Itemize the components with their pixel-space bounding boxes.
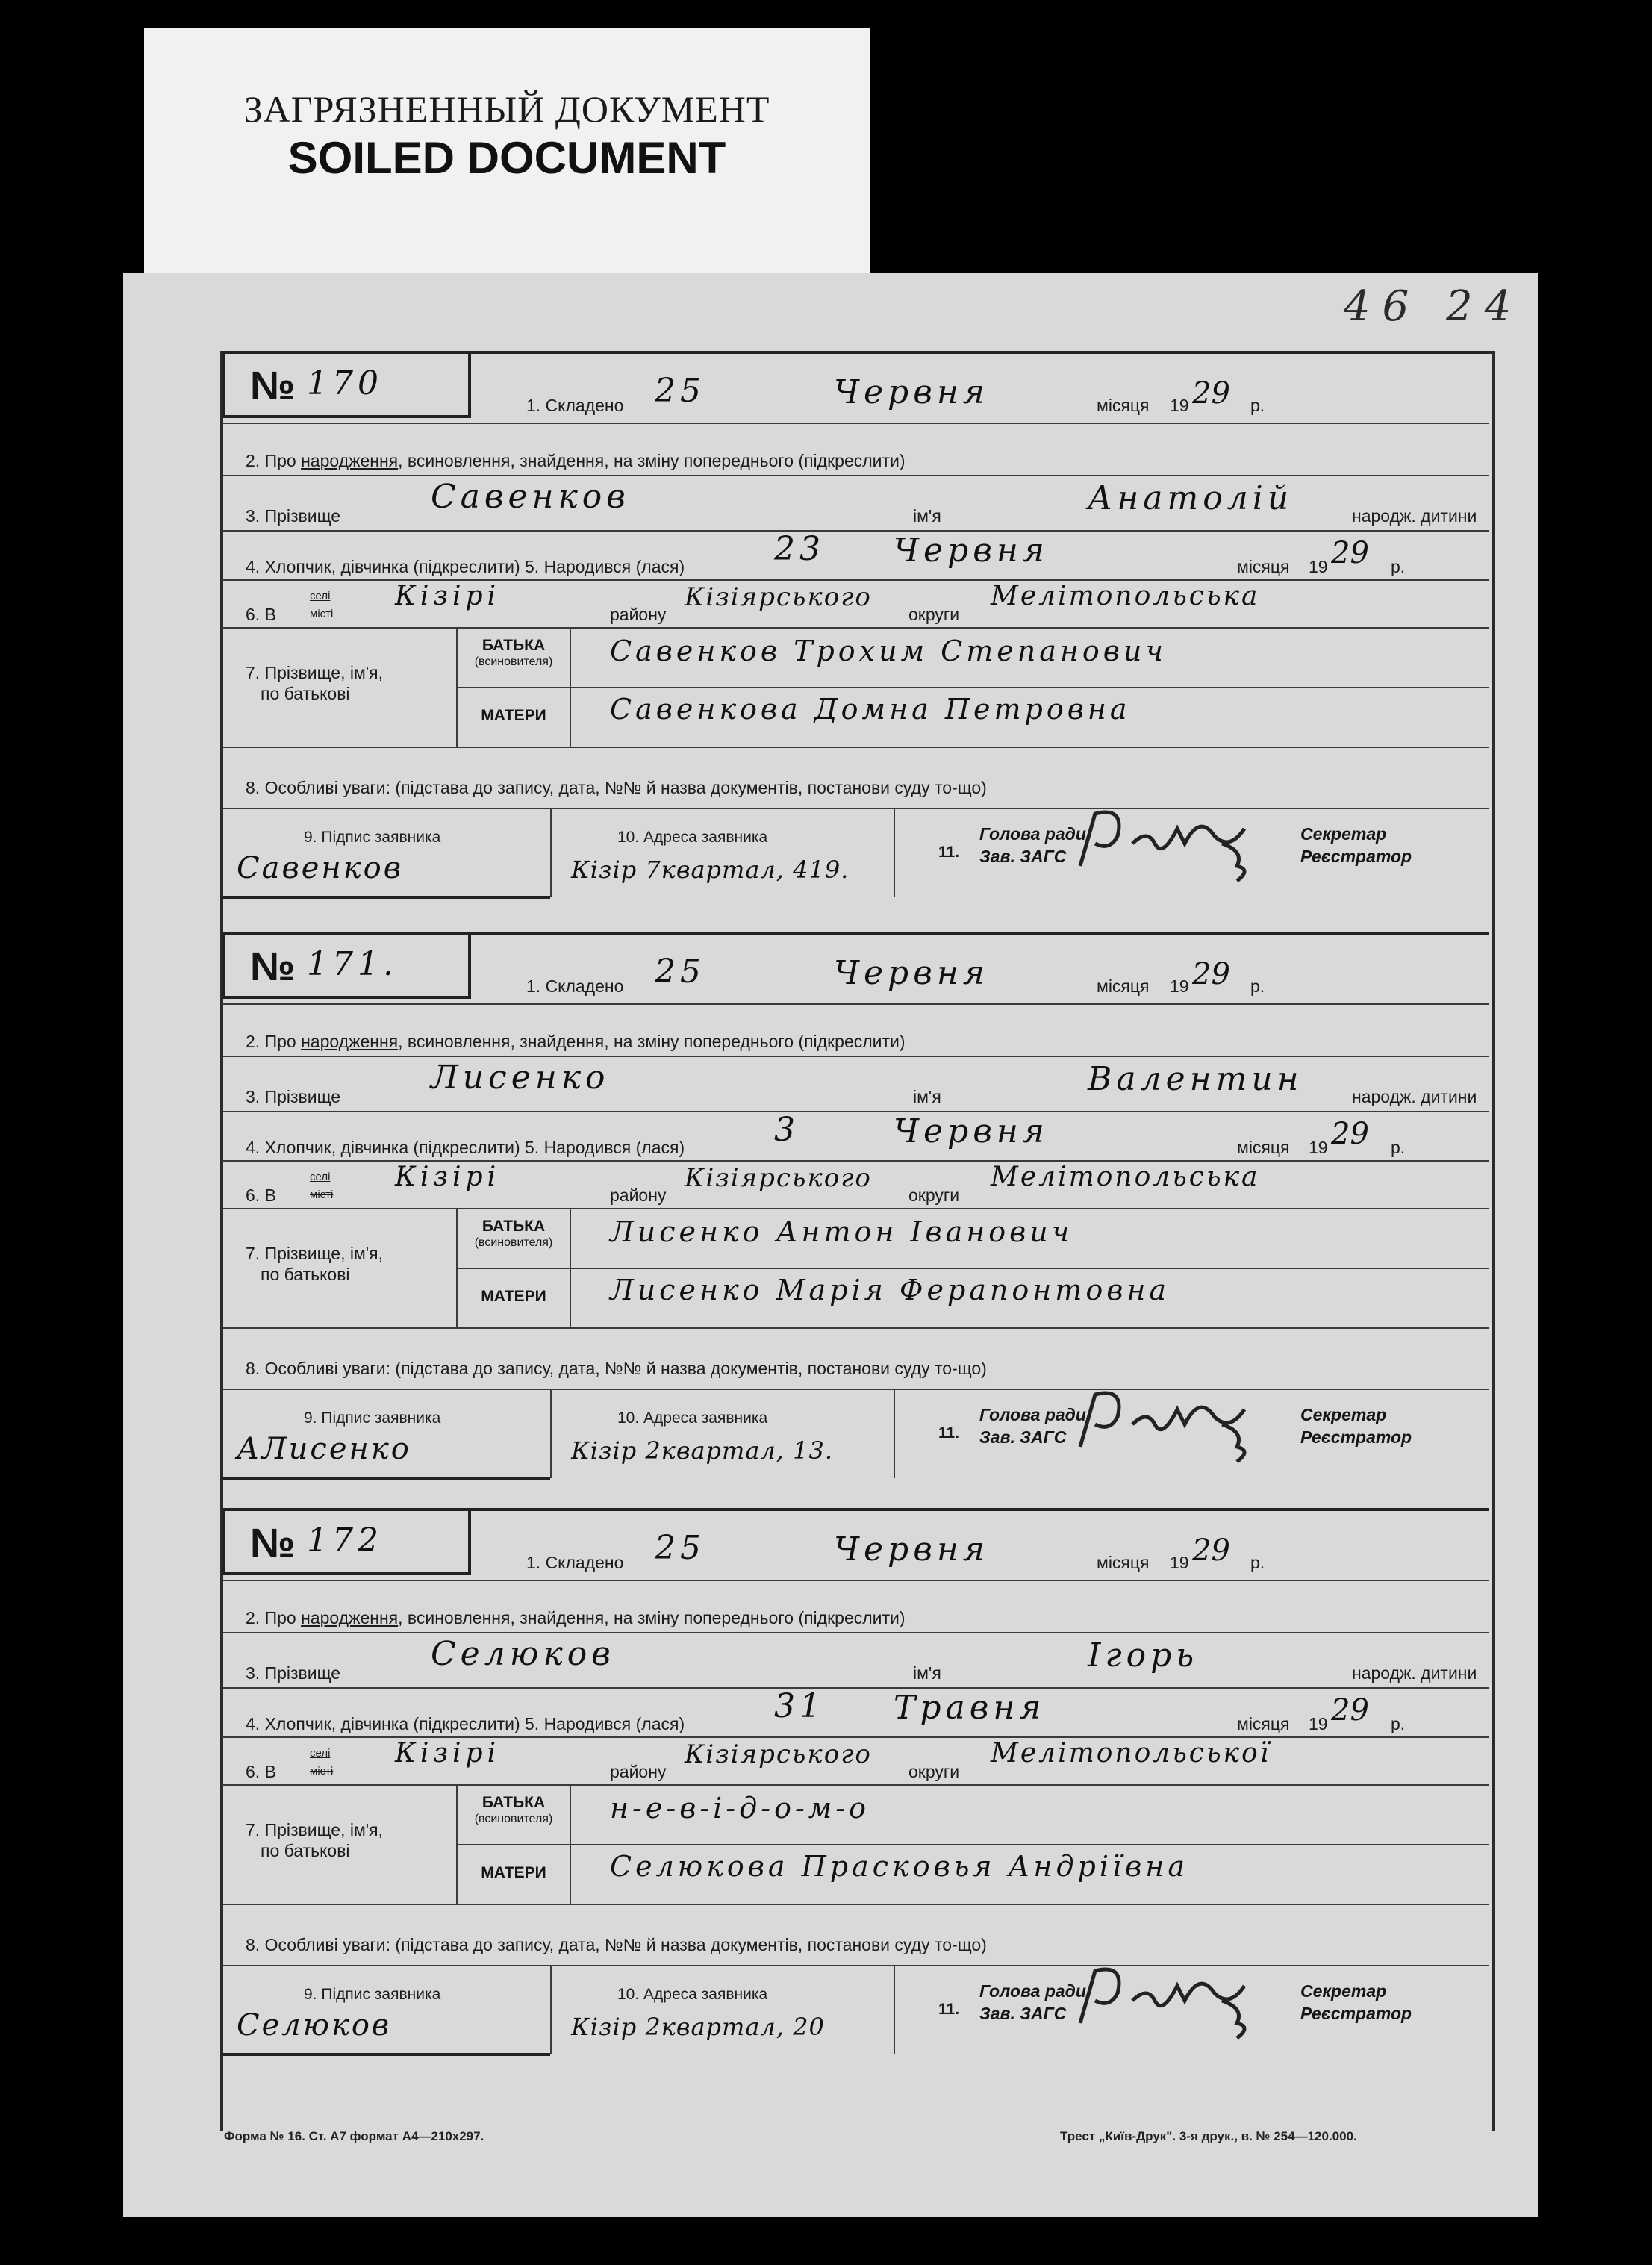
compiled-year: 29	[1192, 1533, 1230, 1568]
record-number-box	[222, 351, 471, 418]
adopter-label: (всиновителя)	[474, 1813, 553, 1825]
year-suffix: р.	[1250, 1553, 1265, 1572]
item-11: 11.	[938, 844, 960, 861]
name-value: Анатолій	[1088, 479, 1294, 517]
boy-girl-label: 4. Хлопчик, дівчинка (підкреслити) 5. Народився (лася)	[246, 557, 685, 576]
rule	[458, 687, 1489, 688]
month-label: місяця	[1097, 396, 1150, 415]
parents-label-2: по батькові	[261, 1265, 350, 1284]
about-prefix: 2. Про	[246, 451, 302, 470]
rule	[222, 1111, 1489, 1112]
birth-year: 29	[1331, 1117, 1369, 1151]
number-sign: №	[250, 364, 296, 408]
rule	[222, 1580, 1489, 1581]
child-label: народж. дитини	[1352, 1087, 1477, 1106]
head-label: Голова ради	[979, 1405, 1086, 1424]
birth-day: 31	[774, 1687, 825, 1725]
rule	[222, 1056, 1489, 1057]
birth-year-prefix: 19	[1309, 1714, 1328, 1733]
district-value: Кізіярського	[685, 1163, 872, 1193]
in-label: 6. В	[246, 605, 276, 624]
label-russian: ЗАГРЯЗНЕННЫЙ ДОКУМЕНТ	[243, 88, 770, 130]
form-footer-right: Трест „Київ-Друк". 3-я друк., в. № 254—120.000.	[1060, 2129, 1357, 2143]
compiled-day: 25	[655, 372, 705, 410]
district-value: Кізіярського	[685, 582, 872, 612]
divider	[894, 808, 895, 897]
name-label: ім'я	[913, 506, 941, 526]
town-option: місті	[310, 608, 334, 620]
divider	[550, 808, 552, 897]
birth-month: Травня	[894, 1689, 1046, 1727]
year-suffix: р.	[1250, 976, 1265, 996]
registrar-label: Реєстратор	[1300, 847, 1412, 866]
form-footer-left: Форма № 16. Ст. А7 формат А4—210х297.	[224, 2129, 484, 2143]
official-signature	[1065, 1956, 1259, 2046]
compiled-label: 1. Складено	[526, 1553, 624, 1572]
name-label: ім'я	[913, 1087, 941, 1106]
rule	[222, 1687, 1489, 1689]
compiled-day: 25	[655, 1529, 705, 1567]
village-value: Кізірі	[395, 581, 501, 611]
record-number: 171.	[307, 945, 398, 983]
record-bottom-rule	[222, 896, 550, 899]
rule	[222, 1327, 1489, 1329]
rule	[222, 1904, 1489, 1905]
signature-label: 9. Підпис заявника	[304, 1986, 441, 2003]
birth-year-suffix: р.	[1391, 557, 1406, 576]
district-value: Кізіярського	[685, 1739, 872, 1769]
rule	[222, 1208, 1489, 1209]
birth-year-prefix: 19	[1309, 557, 1328, 576]
compiled-day: 25	[655, 953, 705, 991]
item-11: 11.	[938, 2001, 960, 2018]
parents-label-2: по батькові	[261, 684, 350, 703]
rule	[222, 808, 1489, 809]
year-prefix: 19	[1170, 976, 1189, 996]
village-option: селі	[310, 1747, 331, 1760]
official-signature	[1065, 1380, 1259, 1469]
month-label: місяця	[1097, 976, 1150, 996]
mother-value: Савенкова Домна Петровна	[610, 693, 1131, 726]
rule	[222, 1632, 1489, 1633]
compiled-month: Червня	[834, 1530, 989, 1568]
record-number-box	[222, 932, 471, 999]
rule	[458, 1268, 1489, 1269]
signature-label: 9. Підпис заявника	[304, 829, 441, 846]
address-label: 10. Адреса заявника	[617, 1986, 768, 2003]
surname-label: 3. Прізвище	[246, 1087, 341, 1106]
surname-value: Лисенко	[431, 1059, 610, 1097]
zags-label: Зав. ЗАГС	[979, 847, 1067, 866]
address-label: 10. Адреса заявника	[617, 1409, 768, 1427]
official-signature	[1065, 799, 1259, 888]
father-cell	[458, 638, 570, 670]
town-option: місті	[310, 1765, 334, 1778]
record-top-rule	[222, 351, 1489, 354]
birth-month: Червня	[894, 532, 1049, 570]
compiled-month: Червня	[834, 954, 989, 992]
parents-label: 7. Прізвище, ім'я,	[246, 1820, 384, 1839]
year-prefix: 19	[1170, 1553, 1189, 1572]
surname-label: 3. Прізвище	[246, 1663, 341, 1683]
record-top-rule	[222, 932, 1489, 935]
secretary-label: Секретар	[1300, 824, 1387, 844]
divider	[550, 1965, 552, 2054]
birth-year-suffix: р.	[1391, 1714, 1406, 1733]
father-cell	[458, 1795, 570, 1828]
record-number: 170	[307, 364, 383, 402]
mother-label: МАТЕРИ	[481, 1864, 546, 1881]
okrug-value: Мелітопольська	[991, 1162, 1260, 1192]
name-value: Ігорь	[1088, 1636, 1199, 1674]
about-rest: , всиновлення, знайдення, на зміну попереднього (підкреслити)	[398, 1608, 906, 1627]
about-label	[246, 1608, 906, 1628]
okrug-label: округи	[908, 605, 960, 624]
in-label: 6. В	[246, 1186, 276, 1205]
signature-label: 9. Підпис заявника	[304, 1409, 441, 1427]
district-label: району	[610, 605, 667, 624]
secretary-label: Секретар	[1300, 1981, 1387, 2001]
birth-record	[222, 1508, 1489, 2089]
notes-label: 8. Особливі уваги: (підстава до запису, дата, №№ й назва документів, постанови суду то-що)	[246, 1359, 987, 1378]
divider	[550, 1389, 552, 1478]
applicant-address: Кізір 2квартал, 20	[571, 2013, 825, 2041]
rule	[458, 1844, 1489, 1845]
record-number: 172	[307, 1521, 383, 1560]
divider	[894, 1389, 895, 1478]
birth-year-suffix: р.	[1391, 1138, 1406, 1157]
label-english: SOILED DOCUMENT	[287, 133, 726, 183]
surname-value: Селюков	[431, 1635, 615, 1673]
rule	[222, 1389, 1489, 1390]
number-sign: №	[250, 1521, 296, 1565]
head-label: Голова ради	[979, 824, 1086, 844]
birth-year-prefix: 19	[1309, 1138, 1328, 1157]
rule	[222, 1003, 1489, 1005]
about-rest: , всиновлення, знайдення, на зміну попереднього (підкреслити)	[398, 451, 906, 470]
in-label: 6. В	[246, 1762, 276, 1781]
compiled-label: 1. Складено	[526, 396, 624, 415]
zags-label: Зав. ЗАГС	[979, 1427, 1067, 1447]
record-bottom-rule	[222, 2053, 550, 2056]
adopter-label: (всиновителя)	[474, 1236, 553, 1249]
parents-label-2: по батькові	[261, 1841, 350, 1860]
record-number-box	[222, 1508, 471, 1575]
compiled-year: 29	[1192, 957, 1230, 991]
district-label: району	[610, 1186, 667, 1205]
town-option: місті	[310, 1188, 334, 1201]
rule	[222, 747, 1489, 748]
page-number: 46 24	[1344, 282, 1524, 331]
mother-label: МАТЕРИ	[481, 707, 546, 724]
applicant-address: Кізір 7квартал, 419.	[571, 856, 850, 884]
village-option: селі	[310, 590, 331, 602]
birth-month-label: місяця	[1237, 1138, 1290, 1157]
record-bottom-rule	[222, 1477, 550, 1480]
head-label: Голова ради	[979, 1981, 1086, 2001]
father-label: БАТЬКА	[481, 637, 546, 654]
rule	[222, 1965, 1489, 1966]
boy-girl-label: 4. Хлопчик, дівчинка (підкреслити) 5. Народився (лася)	[246, 1714, 685, 1733]
address-label: 10. Адреса заявника	[617, 829, 768, 846]
boy-girl-label: 4. Хлопчик, дівчинка (підкреслити) 5. Народився (лася)	[246, 1138, 685, 1157]
divider	[894, 1965, 895, 2054]
father-value: Лисенко Антон Іванович	[610, 1215, 1073, 1248]
compiled-label: 1. Складено	[526, 976, 624, 996]
mother-value: Лисенко Марія Ферапонтовна	[610, 1274, 1171, 1306]
secretary-label: Секретар	[1300, 1405, 1387, 1424]
birth-month: Червня	[894, 1112, 1049, 1150]
mother-value: Селюкова Прасковья Андріївна	[610, 1850, 1188, 1883]
okrug-label: округи	[908, 1762, 960, 1781]
registrar-label: Реєстратор	[1300, 2004, 1412, 2023]
adopter-label: (всиновителя)	[474, 655, 553, 668]
father-value: н-е-в-і-д-о-м-о	[610, 1792, 870, 1825]
village-value: Кізірі	[395, 1162, 501, 1192]
zags-label: Зав. ЗАГС	[979, 2004, 1067, 2023]
district-label: району	[610, 1762, 667, 1781]
father-cell	[458, 1218, 570, 1251]
father-label: БАТЬКА	[481, 1794, 546, 1811]
about-born: народження	[301, 1608, 399, 1627]
birth-year: 29	[1331, 536, 1369, 570]
okrug-value: Мелітопольської	[991, 1738, 1271, 1769]
birth-day: 23	[774, 530, 825, 568]
father-label: БАТЬКА	[481, 1218, 546, 1235]
soiled-document-label	[144, 28, 870, 281]
rule	[222, 475, 1489, 476]
rule	[222, 1784, 1489, 1786]
about-rest: , всиновлення, знайдення, на зміну попереднього (підкреслити)	[398, 1032, 906, 1051]
father-value: Савенков Трохим Степанович	[610, 635, 1168, 667]
about-prefix: 2. Про	[246, 1032, 302, 1051]
year-suffix: р.	[1250, 396, 1265, 415]
applicant-signature: АЛисенко	[237, 1432, 411, 1466]
child-label: народж. дитини	[1352, 1663, 1477, 1683]
about-label	[246, 1032, 906, 1052]
applicant-signature: Савенков	[237, 851, 404, 885]
rule	[222, 627, 1489, 629]
record-top-rule	[222, 1508, 1489, 1511]
okrug-label: округи	[908, 1186, 960, 1205]
mother-label: МАТЕРИ	[481, 1288, 546, 1305]
notes-label: 8. Особливі уваги: (підстава до запису, дата, №№ й назва документів, постанови суду то-що)	[246, 778, 987, 797]
parents-label: 7. Прізвище, ім'я,	[246, 1244, 384, 1263]
item-11: 11.	[938, 1424, 960, 1442]
birth-month-label: місяця	[1237, 557, 1290, 576]
village-value: Кізірі	[395, 1738, 501, 1769]
surname-label: 3. Прізвище	[246, 506, 341, 526]
about-born: народження	[301, 1032, 399, 1051]
rule	[222, 530, 1489, 532]
about-born: народження	[301, 451, 399, 470]
month-label: місяця	[1097, 1553, 1150, 1572]
parents-label: 7. Прізвище, ім'я,	[246, 663, 384, 682]
compiled-month: Червня	[834, 373, 989, 411]
applicant-address: Кізір 2квартал, 13.	[571, 1436, 834, 1465]
child-label: народж. дитини	[1352, 506, 1477, 526]
year-prefix: 19	[1170, 396, 1189, 415]
compiled-year: 29	[1192, 376, 1230, 411]
birth-record	[222, 932, 1489, 1512]
notes-label: 8. Особливі уваги: (підстава до запису, дата, №№ й назва документів, постанови суду то-що)	[246, 1935, 987, 1954]
birth-day: 3	[774, 1111, 799, 1149]
birth-record	[222, 351, 1489, 932]
rule	[222, 423, 1489, 424]
about-prefix: 2. Про	[246, 1608, 302, 1627]
applicant-signature: Селюков	[237, 2008, 392, 2043]
name-value: Валентин	[1088, 1060, 1303, 1098]
number-sign: №	[250, 944, 296, 989]
name-label: ім'я	[913, 1663, 941, 1683]
about-label	[246, 451, 906, 471]
birth-year: 29	[1331, 1693, 1369, 1727]
surname-value: Савенков	[431, 478, 630, 516]
okrug-value: Мелітопольська	[991, 581, 1260, 611]
registrar-label: Реєстратор	[1300, 1427, 1412, 1447]
birth-month-label: місяця	[1237, 1714, 1290, 1733]
village-option: селі	[310, 1171, 331, 1183]
